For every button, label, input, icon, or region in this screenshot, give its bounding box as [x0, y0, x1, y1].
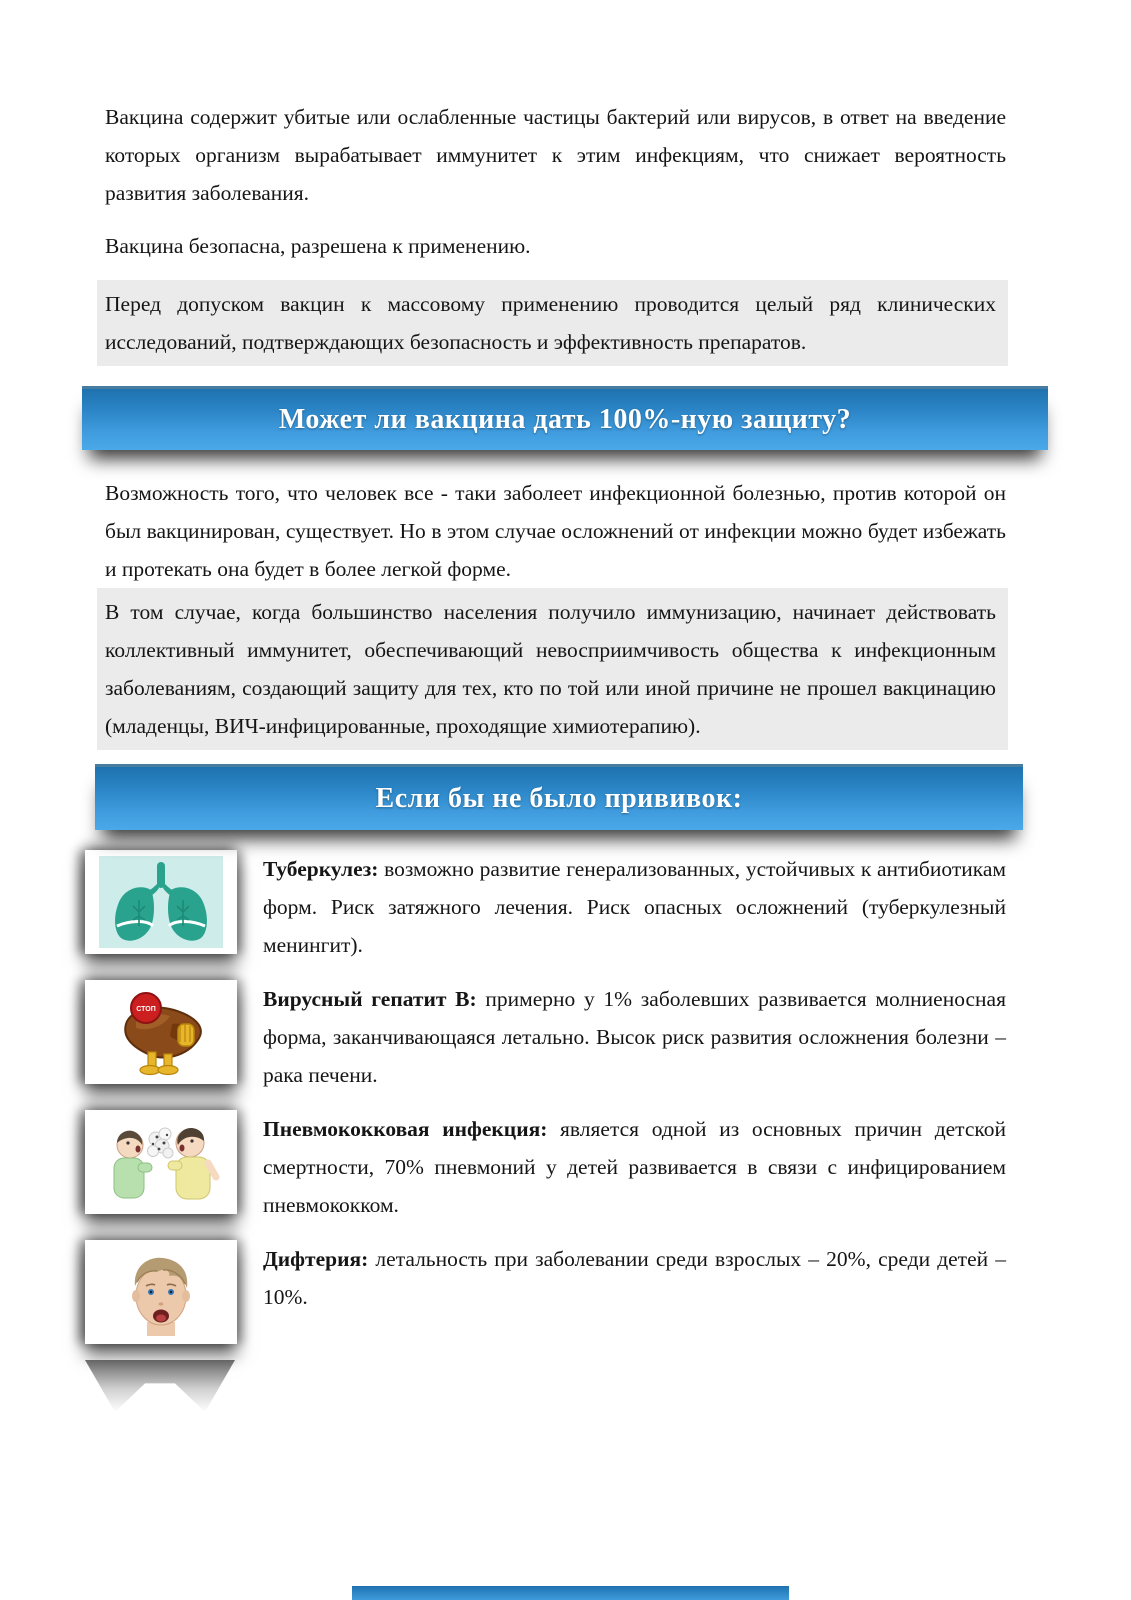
next-banner-edge [352, 1586, 789, 1600]
disease-text-tuberculosis [263, 850, 1006, 964]
disease-row-tuberculosis [105, 850, 1006, 964]
lungs-icon [85, 850, 237, 954]
section-paragraph-1: Возможность того, что человек все - таки заболеет инфекционной болезнью, против которой он был вакцинирован, существует. Но в этом случае осложнений от инфекции можно будет избежать и протекать она будет в более легкой форме. [105, 481, 1006, 581]
section-paragraph-herd-immunity: В том случае, когда большинство населения получило иммунизацию, начинает действовать коллективный иммунитет, обеспечивающий невосприимчивость общества к инфекционным заболеваниям, создающий защиту для тех, кто по той или иной причине не прошел вакцинацию (младенцы, ВИЧ-инфицированные, проходящие химиотерапию). [97, 588, 1008, 750]
intro-paragraph-2: Вакцина безопасна, разрешена к применению. [105, 234, 531, 258]
sick-child-face-icon [85, 1240, 237, 1344]
document-content [105, 0, 1006, 1412]
disease-row-diphtheria [105, 1240, 1006, 1344]
banner-title: Если бы не было прививок: [375, 782, 743, 814]
disease-description: примерно у 1% заболевших развивается молниеносная форма, заканчивающаяся летально. Высок риск развития осложнения болезни – рака печени. [263, 987, 1006, 1087]
disease-text-diphtheria [263, 1240, 1006, 1316]
intro-paragraph-1: Вакцина содержит убитые или ослабленные частицы бактерий или вирусов, в ответ на введение которых организм вырабатывает иммунитет к этим инфекциям, что снижает вероятность развития заболевания. [105, 105, 1006, 205]
sneezing-children-icon [85, 1110, 237, 1214]
icon-column-shadow [85, 1360, 235, 1412]
disease-row-hepatitis-b [105, 980, 1006, 1094]
banner-if-no-vaccines [95, 764, 1023, 830]
disease-term: Туберкулез: [263, 857, 379, 881]
disease-term: Вирусный гепатит В: [263, 987, 477, 1011]
disease-text-pneumococcal [263, 1110, 1006, 1224]
banner-title: Может ли вакцина дать 100%-ную защиту? [278, 403, 852, 435]
svg-text:СТОП: СТОП [136, 1006, 156, 1013]
disease-description: возможно развитие генерализованных, устойчивых к антибиотикам форм. Риск затяжного лечения. Риск опасных осложнений (туберкулезный менингит). [263, 857, 1006, 957]
disease-description: летальность при заболевании среди взрослых – 20%, среди детей – 10%. [263, 1247, 1006, 1309]
disease-description: является одной из основных причин детской смертности, 70% пневмоний у детей развивается в связи с инфицированием пневмококком. [263, 1117, 1006, 1217]
disease-term: Пневмококковая инфекция: [263, 1117, 548, 1141]
liver-stop-icon [85, 980, 237, 1084]
disease-text-hepatitis-b [263, 980, 1006, 1094]
disease-term: Дифтерия: [263, 1247, 369, 1271]
intro-paragraph-highlighted: Перед допуском вакцин к массовому применению проводится целый ряд клинических исследований, подтверждающих безопасность и эффективность препаратов. [97, 280, 1008, 366]
disease-row-pneumococcal [105, 1110, 1006, 1224]
banner-100-percent-protection [82, 386, 1048, 450]
